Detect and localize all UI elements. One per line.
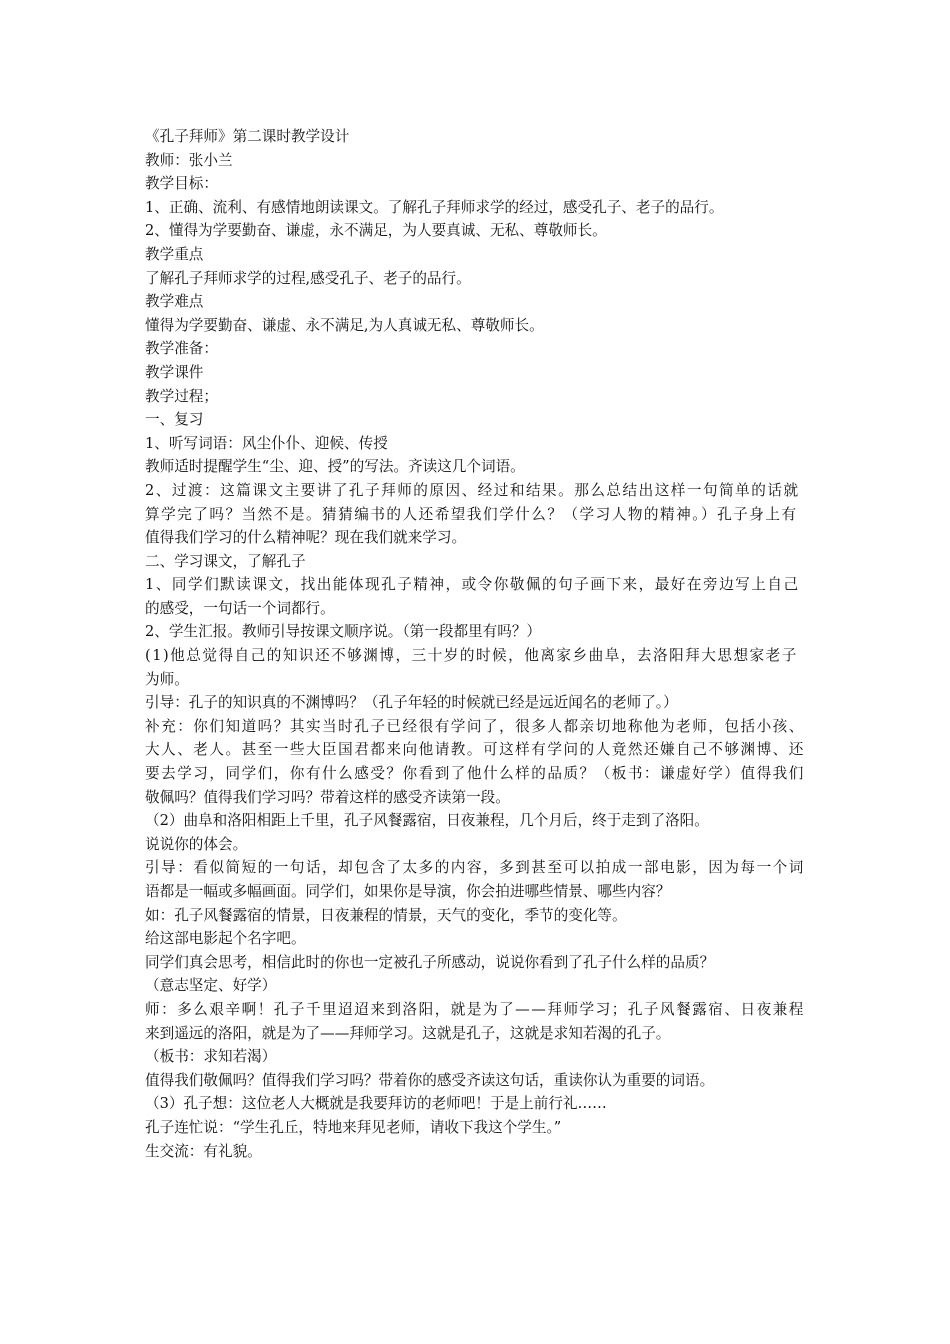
section-heading: 教学准备： (145, 340, 218, 358)
text-line: 要去学习，同学们，你有什么感受？你看到了他什么样的品质？（板书：谦虚好学）值得我们 (145, 765, 805, 783)
text-line: 大人、老人。甚至一些大臣国君都来向他请教。可这样有学问的人竟然还嫌自己不够渊博、还 (145, 741, 805, 759)
text-line: 2、懂得为学要勤奋、谦虚，永不满足，为人要真诚、无私、尊敬师长。 (145, 222, 607, 240)
section-heading: 教学目标： (145, 175, 218, 193)
text-line: 引导：看似简短的一句话，却包含了太多的内容，多到甚至可以拍成一部电影，因为每一个词 (145, 859, 805, 877)
teacher-line: 教师：张小兰 (145, 151, 233, 169)
section-heading: 二、学习课文，了解孔子 (145, 552, 306, 570)
text-line: 值得我们敬佩吗？值得我们学习吗？带着你的感受齐读这句话，重读你认为重要的词语。 (145, 1071, 715, 1089)
text-line: (1)他总觉得自己的知识还不够渊博，三十岁的时候，他离家乡曲阜，去洛阳拜大思想家老子 (145, 647, 798, 665)
text-line: 1、同学们默读课文，找出能体现孔子精神，或令你敬佩的句子画下来，最好在旁边写上自己 (145, 576, 800, 594)
text-line: 来到遥远的洛阳，就是为了——拜师学习。这就是孔子，这就是求知若渴的孔子。 (145, 1024, 671, 1042)
text-line: 师：多么艰辛啊！孔子千里迢迢来到洛阳，就是为了——拜师学习；孔子风餐露宿、日夜兼程 (145, 1000, 805, 1018)
text-line: 给这部电影起个名字吧。 (145, 930, 306, 948)
text-line: （板书：求知若渴） (145, 1048, 277, 1066)
section-heading: 教学过程； (145, 387, 218, 405)
text-line: 生交流：有礼貌。 (145, 1142, 262, 1160)
text-line: （3）孔子想：这位老人大概就是我要拜访的老师吧！于是上前行礼…… (145, 1095, 607, 1113)
text-line: 补充：你们知道吗？其实当时孔子已经很有学问了，很多人都亲切地称他为老师，包括小孩、 (145, 717, 805, 735)
text-line: 敬佩吗？值得我们学习吗？带着这样的感受齐读第一段。 (145, 788, 510, 806)
document-title: 《孔子拜师》第二课时教学设计 (145, 128, 350, 145)
section-heading: 教学重点 (145, 245, 204, 263)
text-line: 同学们真会思考，相信此时的你也一定被孔子所感动，说说你看到了孔子什么样的品质？ (145, 953, 715, 971)
text-line: （意志坚定、好学） (145, 977, 277, 995)
section-heading: 教学难点 (145, 293, 204, 311)
text-line: 教学课件 (145, 363, 204, 381)
text-line: 孔子连忙说：“学生孔丘，特地来拜见老师，请收下我这个学生。” (145, 1118, 562, 1136)
text-line: 说说你的体会。 (145, 835, 248, 853)
text-line: 值得我们学习的什么精神呢？现在我们就来学习。 (145, 529, 467, 547)
text-line: 为师。 (145, 670, 189, 688)
text-line: 算学完了吗？当然不是。猜猜编书的人还希望我们学什么？（学习人物的精神。）孔子身上有 (145, 505, 798, 523)
section-heading: 一、复习 (145, 411, 204, 429)
text-line: 2、学生汇报。教师引导按课文顺序说。（第一段都里有吗？） (145, 623, 542, 641)
text-line: 2、过渡：这篇课文主要讲了孔子拜师的原因、经过和结果。那么总结出这样一句简单的话就 (145, 481, 800, 499)
text-line: 了解孔子拜师求学的过程,感受孔子、老子的品行。 (145, 269, 471, 287)
text-line: 如：孔子风餐露宿的情景，日夜兼程的情景，天气的变化，季节的变化等。 (145, 906, 627, 924)
text-line: 的感受，一句话一个词都行。 (145, 599, 335, 617)
document-body (145, 125, 815, 1163)
text-line: 语都是一幅或多幅画面。同学们，如果你是导演，你会拍进哪些情景、哪些内容？ (145, 883, 671, 900)
text-line: 1、正确、流利、有感情地朗读课文。了解孔子拜师求学的经过，感受孔子、老子的品行。 (145, 198, 724, 216)
text-line: 1、听写词语：风尘仆仆、迎候、传授 (145, 434, 388, 452)
text-line: （2）曲阜和洛阳相距上千里，孔子风餐露宿，日夜兼程，几个月后，终于走到了洛阳。 (145, 812, 709, 830)
text-line: 教师适时提醒学生“尘、迎、授”的写法。齐读这几个词语。 (145, 458, 525, 476)
text-line: 引导：孔子的知识真的不渊博吗？（孔子年轻的时候就已经是远近闻名的老师了。） (145, 694, 678, 712)
text-line: 懂得为学要勤奋、谦虚、永不满足,为人真诚无私、尊敬师长。 (145, 316, 544, 334)
